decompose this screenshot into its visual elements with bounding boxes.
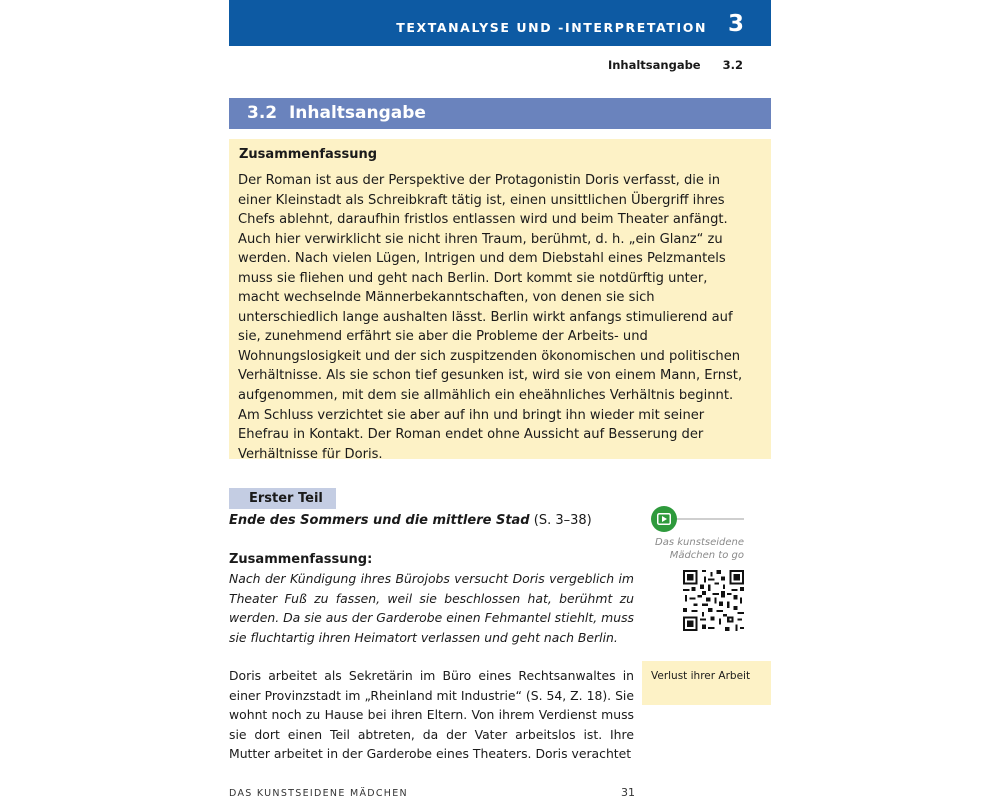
play-icon	[657, 513, 671, 525]
chapter-heading-title: Ende des Sommers und die mittlere Stad	[229, 513, 530, 528]
running-head	[229, 58, 743, 72]
play-button[interactable]	[651, 506, 677, 532]
media-player[interactable]	[651, 506, 745, 532]
media-progress-line	[671, 518, 744, 520]
section-title-bar	[229, 98, 771, 129]
chapter-heading	[229, 513, 592, 528]
running-number: 3.2	[722, 58, 743, 72]
chapter-summary-label: Zusammenfassung:	[229, 552, 373, 567]
qr-code-icon[interactable]	[683, 570, 744, 631]
footer-book-title: DAS KUNSTSEIDENE MÄDCHEN	[229, 788, 408, 799]
chapter-summary-text: Nach der Kündigung ihres Bürojobs versucht Doris vergeblich im Theater Fuß zu fassen, weil sie beschlossen hat, berühmt zu werden. Da sie aus der Garderobe einen Fehmantel stiehlt, muss sie fluchtartig ihren Heimatort verlassen und geht nach Berlin.	[229, 571, 634, 645]
margin-note: Verlust ihrer Arbeit	[642, 661, 771, 705]
chapter-title: TEXTANALYSE UND -INTERPRETATION	[396, 20, 707, 35]
section-number: 3.2	[247, 103, 278, 123]
chapter-header-band	[229, 0, 771, 46]
summary-heading: Zusammenfassung	[239, 147, 378, 162]
part-label: Erster Teil	[229, 488, 336, 509]
page-number: 31	[621, 786, 635, 799]
body-text: Doris arbeitet als Sekretärin im Büro eines Rechtsanwaltes in einer Provinzstadt im „Rheinland mit Industrie“ (S. 54, Z. 18). Sie wohnt noch zu Hause bei ihren Eltern. Von ihrem Verdienst muss sie dort einen Teil abtreten, da der Vater arbeitslos ist. Ihre Mutter arbeitet in der Garderobe eines Theaters. Doris verachtet	[229, 668, 634, 761]
chapter-heading-pages: (S. 3–38)	[533, 513, 592, 528]
chapter-number: 3	[727, 11, 744, 37]
section-title	[247, 103, 426, 123]
summary-box	[229, 139, 771, 462]
audio-to-go-caption: Das kunstseidene Mädchen to go	[655, 537, 744, 561]
running-title: Inhaltsangabe	[607, 58, 701, 72]
summary-text: Der Roman ist aus der Perspektive der Protagonistin Doris verfasst, die in einer Kleinstadt als Schreibkraft tätig ist, einen unsittlichen Übergriff ihres Chefs ablehnt, daraufhin fristlos entlassen wird und beim Theater anfängt. Auch hier verwirklicht sie nicht ihren Traum, berühmt, d. h. „ein Glanz“ zu werden. Nach vielen Lügen, Intrigen und dem Diebstahl eines Pelzmantels muss sie fliehen und geht nach Berlin. Dort kommt sie notdürftig unter, macht wechselnde Männerbekanntschaften, von denen sie sich unterschiedlich lange aushalten lässt. Berlin wirkt anfangs stimulierend auf sie, zunehmend erfährt sie aber die Probleme der Arbeits- und Wohnungslosigkeit und der sich zuspitzenden ökonomischen und politischen Verhältnisse. Als sie schon tief gesunken ist, wird sie von einem Mann, Ernst, aufgenommen, mit dem sie allmählich ein eheähnliches Verhältnis beginnt. Am Schluss verzichtet sie aber auf ihn und bringt ihn wieder mit seiner Ehefrau in Kontakt. Der Roman endet ohne Aussicht auf Besserung der Verhältnisse für Doris.	[238, 173, 743, 462]
section-name: Inhaltsangabe	[288, 103, 426, 123]
